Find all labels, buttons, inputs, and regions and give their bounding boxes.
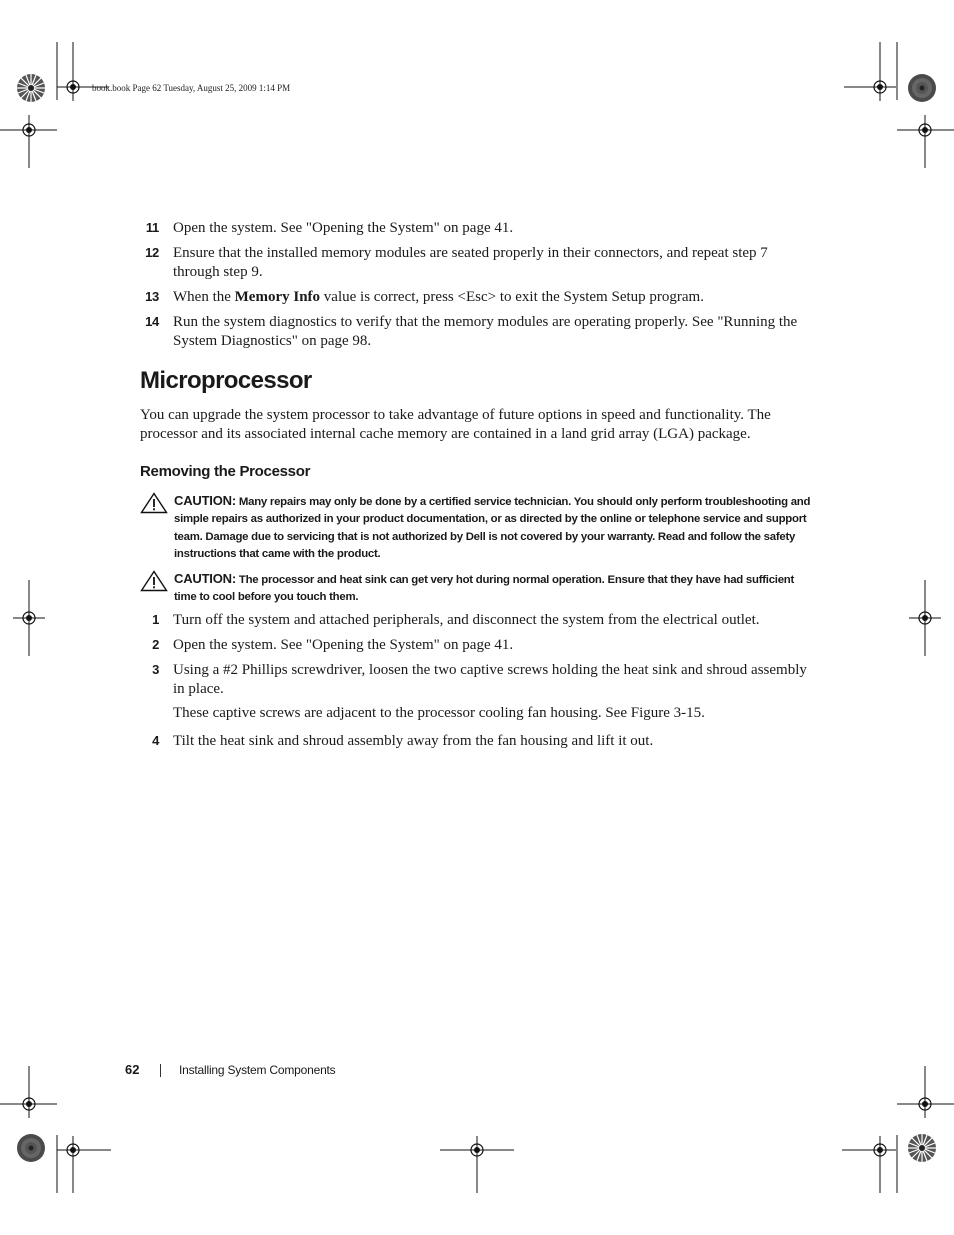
crosshair-registration-icon <box>15 1066 43 1118</box>
step-number: 13 <box>145 289 159 304</box>
menu-field-name: Memory Info <box>234 289 321 305</box>
step-text: Ensure that the installed memory modules are seated properly in their connectors, and repeat step 7 through step 9. <box>173 245 768 280</box>
crosshair-registration-icon <box>13 580 45 656</box>
crosshair-registration-icon <box>909 580 941 656</box>
crosshair-registration-icon <box>911 115 939 168</box>
step-number: 11 <box>145 220 159 235</box>
starburst-target-icon <box>17 74 45 102</box>
step-number: 2 <box>152 637 159 652</box>
starburst-target-icon <box>908 1134 936 1162</box>
crosshair-registration-icon <box>842 1136 896 1193</box>
step-text-post: value is correct, press <Esc> to exit the System Setup program. <box>320 289 704 305</box>
step-number: 3 <box>152 662 159 677</box>
starburst-target-icon <box>17 1134 45 1162</box>
step-number: 4 <box>152 733 159 748</box>
page-number: 62 <box>125 1062 140 1077</box>
starburst-target-icon <box>908 74 936 102</box>
step-note-text: These captive screws are adjacent to the processor cooling fan housing. See Figure 3-15. <box>173 705 705 721</box>
intro-paragraph: You can upgrade the system processor to take advantage of future options in speed and functionality. The processor and its associated internal cache memory are contained in a land grid array (LGA) package. <box>140 407 771 442</box>
caution-body: Many repairs may only be done by a certified service technician. You should only perform troubleshooting and simple repairs as authorized in your product documentation, or as directed by the online or telephone service and support team. Damage due to servicing that is not authorized by Dell is not covered by your warranty. Read and follow the safety instructions that came with the product. <box>174 496 811 560</box>
crosshair-registration-icon <box>844 42 896 101</box>
crosshair-registration-icon <box>57 1136 111 1193</box>
step-text: Open the system. See "Opening the System" on page 41. <box>173 220 514 236</box>
step-text: Turn off the system and attached peripherals, and disconnect the system from the electrical outlet. <box>173 612 760 628</box>
step-number: 12 <box>145 245 159 260</box>
step-text-pre: When the <box>173 289 235 305</box>
caution-label: CAUTION: <box>174 493 236 508</box>
crosshair-registration-icon <box>911 1066 939 1118</box>
crosshair-registration-icon <box>440 1136 514 1193</box>
caution-body: The processor and heat sink can get very hot during normal operation. Ensure that they have had sufficient time to cool before you touch them. <box>174 574 795 604</box>
step-text: Run the system diagnostics to verify that the memory modules are operating properly. See "Running the System Diagnostics" on page 98. <box>173 314 798 349</box>
crosshair-registration-icon <box>57 42 109 101</box>
step-number: 14 <box>145 314 159 329</box>
print-header: book.book Page 62 Tuesday, August 25, 2009 1:14 PM <box>92 83 291 93</box>
step-text: Using a #2 Phillips screwdriver, loosen the two captive screws holding the heat sink and shroud assembly in place. <box>173 662 807 697</box>
step-text: Open the system. See "Opening the System" on page 41. <box>173 637 514 653</box>
step-text: Tilt the heat sink and shroud assembly away from the fan housing and lift it out. <box>173 733 654 749</box>
step-number: 1 <box>152 612 159 627</box>
section-title: Microprocessor <box>140 367 312 394</box>
caution-label: CAUTION: <box>174 571 236 586</box>
subsection-title: Removing the Processor <box>140 463 311 480</box>
crosshair-registration-icon <box>15 115 43 168</box>
footer-section-title: Installing System Components <box>179 1063 336 1077</box>
